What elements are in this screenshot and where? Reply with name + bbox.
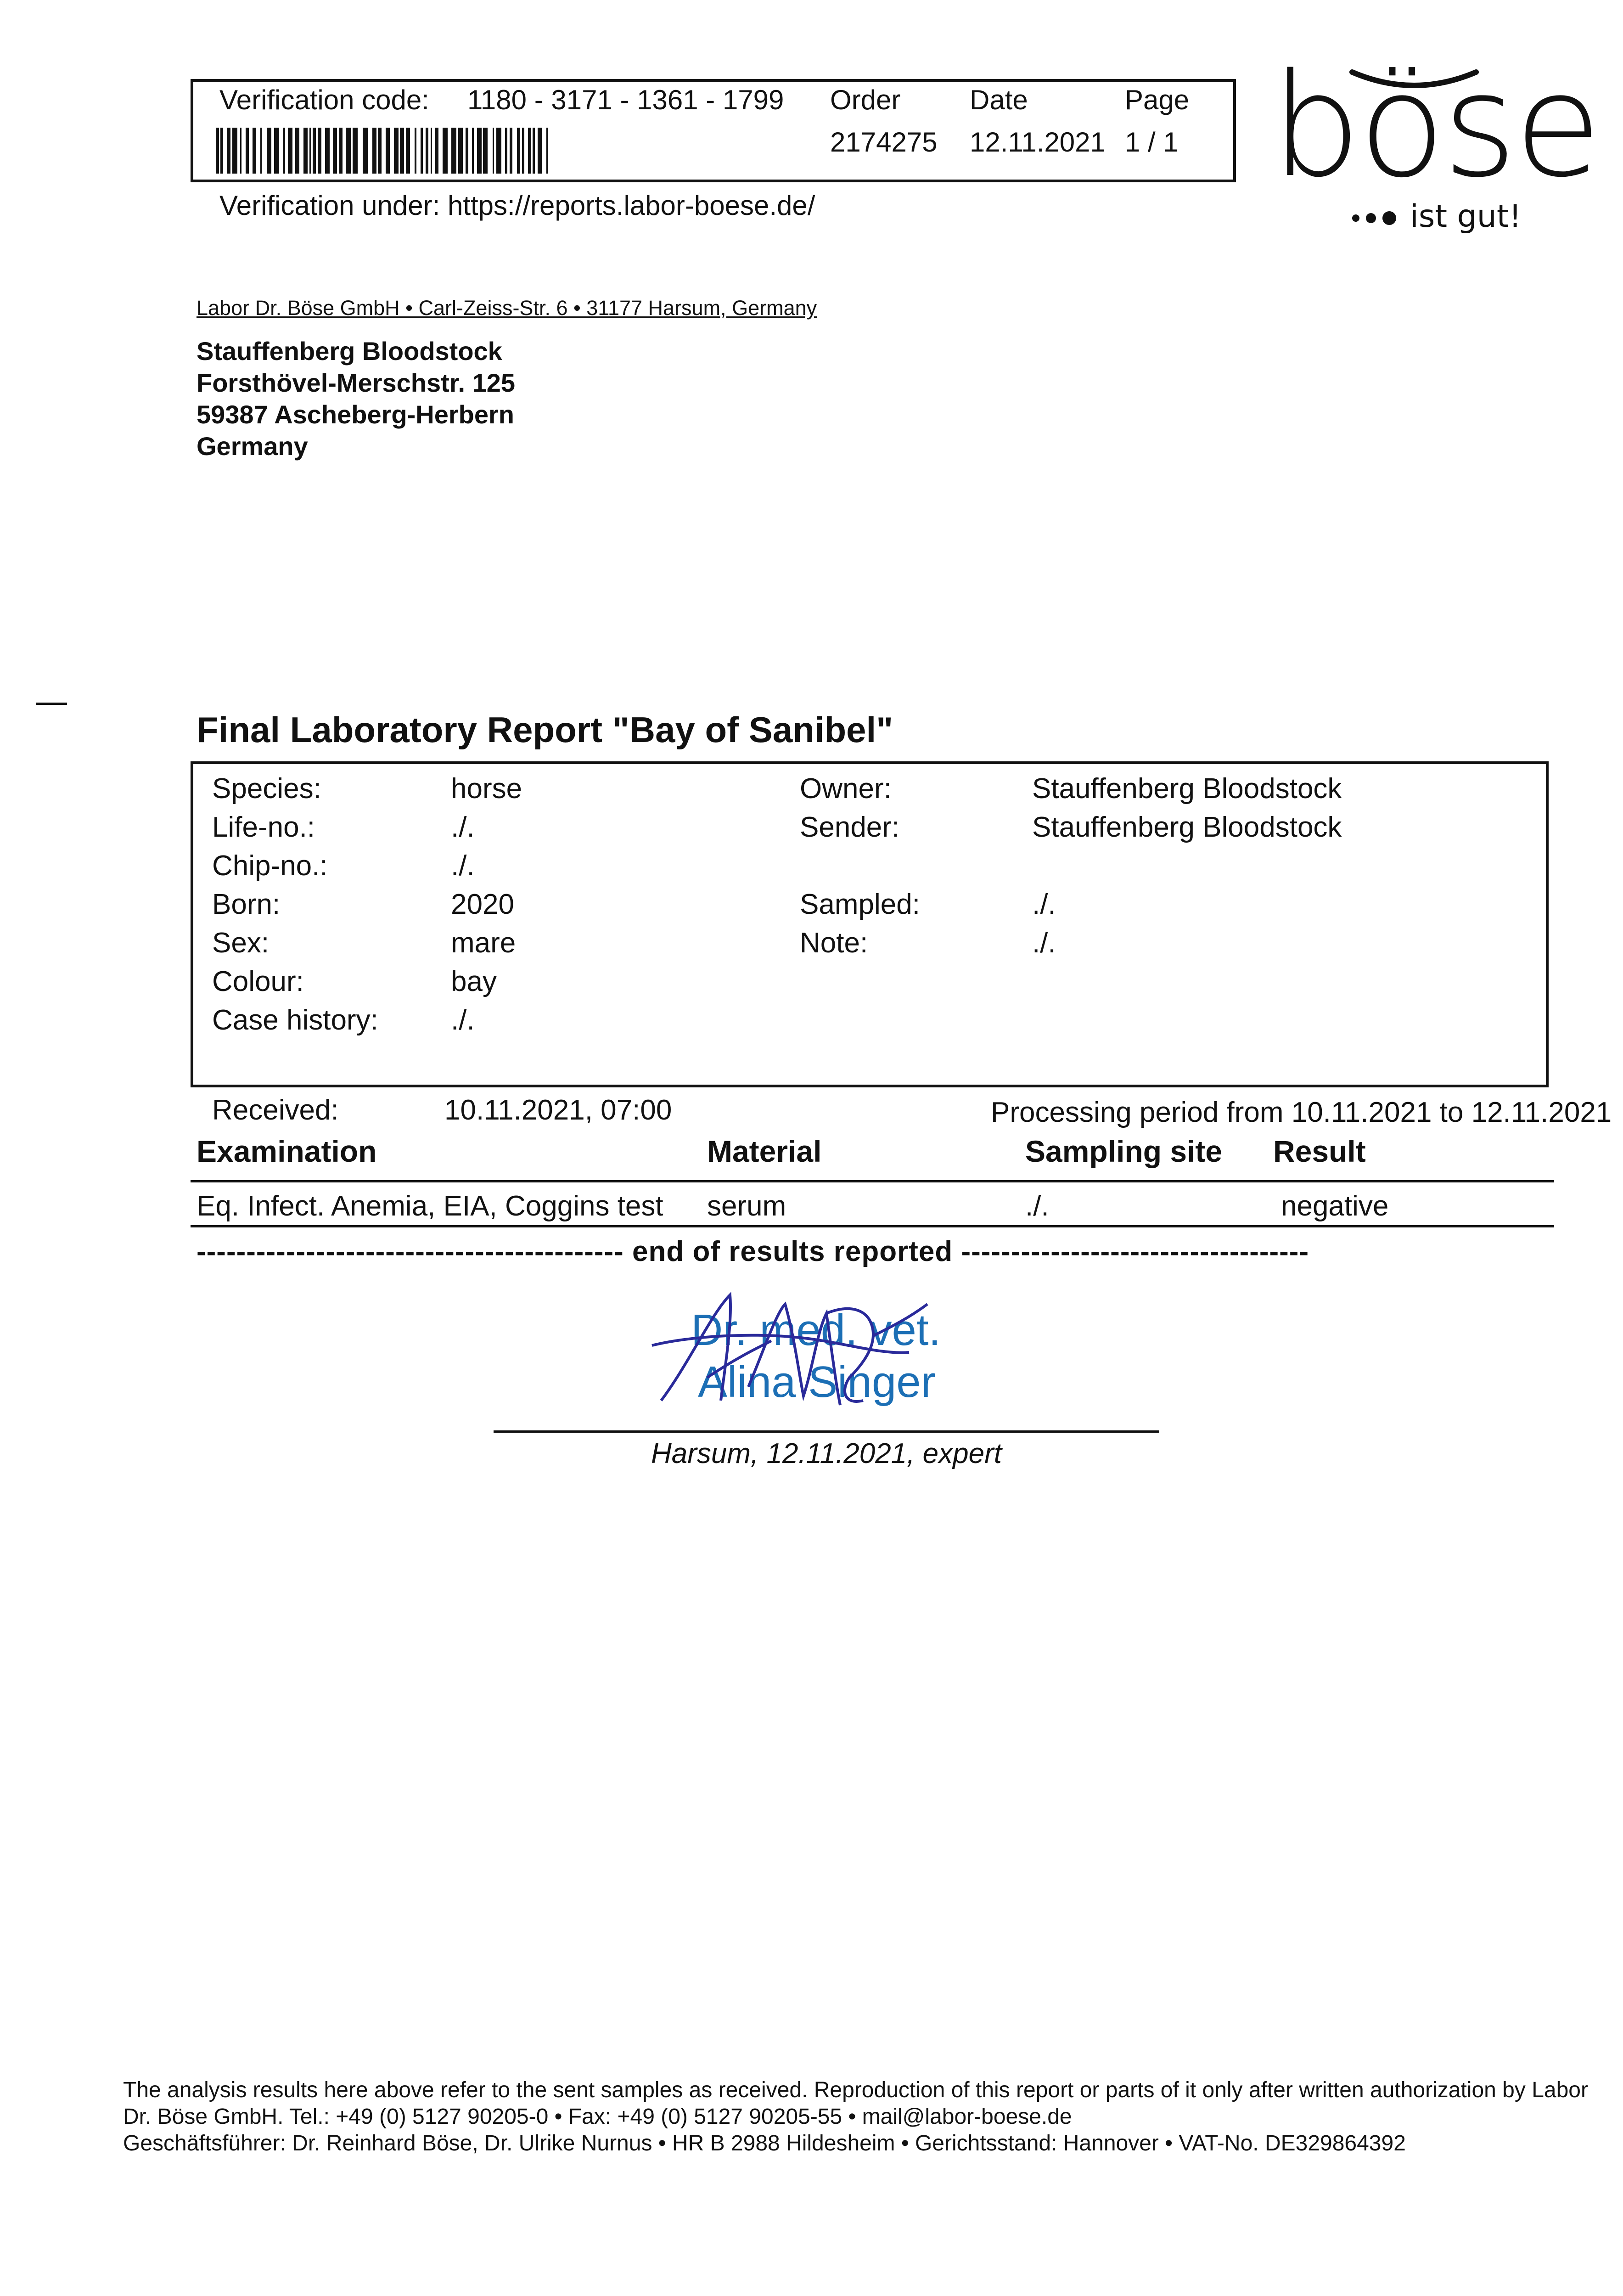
case-history-value: ./. [451, 1004, 475, 1036]
barcode-bar [522, 128, 524, 174]
barcode-bar [435, 128, 438, 174]
barcode-bar [227, 128, 230, 174]
barcode-bar [533, 128, 535, 174]
barcode [216, 128, 551, 174]
barcode-bar [466, 128, 468, 174]
cell-examination: Eq. Infect. Anemia, EIA, Coggins test [197, 1190, 663, 1222]
barcode-bar [288, 128, 292, 174]
fold-mark [36, 703, 67, 705]
recipient-street: Forsthövel-Merschstr. 125 [197, 368, 516, 397]
chip-no-label: Chip-no.: [212, 850, 328, 882]
barcode-bar [253, 128, 256, 174]
barcode-bar [517, 128, 520, 174]
barcode-bar [493, 128, 494, 174]
barcode-bar [546, 128, 548, 174]
barcode-bar [267, 128, 271, 174]
col-header-result: Result [1273, 1134, 1366, 1168]
animal-info-box [191, 761, 1549, 1087]
recipient-name: Stauffenberg Bloodstock [197, 337, 502, 366]
barcode-bar [240, 128, 241, 174]
table-row-rule [191, 1225, 1554, 1227]
sampled-value: ./. [1032, 889, 1056, 920]
verification-url: Verification under: https://reports.labor-boese.de/ [219, 190, 815, 221]
note-label: Note: [800, 927, 868, 959]
barcode-bar [386, 128, 390, 174]
species-value: horse [451, 773, 522, 805]
processing-period: Processing period from 10.11.2021 to 12.11.2021 [991, 1097, 1612, 1128]
barcode-bar [451, 128, 456, 174]
barcode-bar [477, 128, 482, 174]
barcode-bar [528, 128, 531, 174]
barcode-bar [458, 128, 463, 174]
species-label: Species: [212, 773, 321, 805]
barcode-bar [295, 128, 299, 174]
cell-result: negative [1281, 1190, 1389, 1222]
barcode-bar [406, 128, 410, 174]
note-value: ./. [1032, 927, 1056, 959]
barcode-bar [421, 128, 423, 174]
barcode-bar [318, 128, 321, 174]
barcode-bar [426, 128, 428, 174]
sender-value: Stauffenberg Bloodstock [1032, 811, 1342, 843]
cell-sampling-site: ./. [1025, 1190, 1049, 1222]
barcode-bar [472, 128, 474, 174]
sender-address-line: Labor Dr. Böse GmbH • Carl-Zeiss-Str. 6 • 31177 Harsum, Germany [197, 296, 817, 320]
barcode-bar [538, 128, 542, 174]
barcode-bar [346, 128, 351, 174]
barcode-bar [443, 128, 448, 174]
barcode-bar [363, 128, 368, 174]
barcode-bar [378, 128, 382, 174]
colour-value: bay [451, 966, 497, 997]
barcode-bar [431, 128, 432, 174]
logo-wordmark: böse [1271, 43, 1599, 209]
owner-value: Stauffenberg Bloodstock [1032, 773, 1342, 805]
barcode-bar [303, 128, 308, 174]
barcode-bar [339, 128, 343, 174]
barcode-bar [353, 128, 358, 174]
barcode-bar [313, 128, 316, 174]
barcode-bar [372, 128, 376, 174]
chip-no-value: ./. [451, 850, 475, 882]
barcode-bar [333, 128, 337, 174]
barcode-bar [510, 128, 512, 174]
dot-icon [1366, 213, 1376, 223]
barcode-bar [274, 128, 279, 174]
recipient-country: Germany [197, 432, 308, 461]
sex-label: Sex: [212, 927, 270, 959]
order-number: 2174275 [830, 127, 938, 158]
sampled-label: Sampled: [800, 889, 920, 920]
barcode-bar [400, 128, 404, 174]
barcode-bar [325, 128, 330, 174]
received-label: Received: [212, 1094, 339, 1126]
barcode-bar [309, 128, 311, 174]
barcode-bar [246, 128, 249, 174]
signature-place-date: Harsum, 12.11.2021, expert [651, 1438, 1002, 1469]
barcode-bar [505, 128, 507, 174]
footer-disclaimer: The analysis results here above refer to the sent samples as received. Reproduction of this report or parts of it only after written authorization by Labor [123, 2078, 1588, 2102]
sex-value: mare [451, 927, 516, 959]
colour-label: Colour: [212, 966, 304, 997]
order-label: Order [830, 84, 901, 115]
recipient-city: 59387 Ascheberg-Herbern [197, 400, 515, 429]
barcode-bar [260, 128, 262, 174]
footer-legal: Geschäftsführer: Dr. Reinhard Böse, Dr. Ulrike Nurnus • HR B 2988 Hildesheim • Gerichtsstand: Hannover • VAT-No. DE329864392 [123, 2131, 1406, 2155]
barcode-bar [220, 128, 223, 174]
owner-label: Owner: [800, 773, 892, 805]
handwritten-signature [634, 1286, 955, 1424]
received-value: 10.11.2021, 07:00 [444, 1094, 672, 1126]
col-header-material: Material [707, 1134, 822, 1168]
barcode-bar [483, 128, 488, 174]
logo-tagline [1352, 198, 1522, 235]
tagline-text: ist gut! [1410, 198, 1522, 235]
signature-stamp-title: Dr. med. vet. [691, 1306, 941, 1355]
date-label: Date [970, 84, 1028, 115]
table-header-rule [191, 1180, 1554, 1182]
report-title: Final Laboratory Report "Bay of Sanibel" [197, 709, 893, 750]
end-of-results-marker: ------------------------------------------- end of results reported ----------------------------------- [197, 1236, 1309, 1267]
barcode-bar [216, 128, 219, 174]
life-no-label: Life-no.: [212, 811, 315, 843]
dot-icon [1382, 211, 1396, 225]
life-no-value: ./. [451, 811, 475, 843]
barcode-bar [496, 128, 501, 174]
verification-label: Verification code: [219, 84, 429, 115]
footer-contact: Dr. Böse GmbH. Tel.: +49 (0) 5127 90205-0 • Fax: +49 (0) 5127 90205-55 • mail@labor-boese.de [123, 2105, 1072, 2129]
barcode-bar [283, 128, 285, 174]
col-header-sampling-site: Sampling site [1025, 1134, 1223, 1168]
born-label: Born: [212, 889, 281, 920]
barcode-bar [394, 128, 399, 174]
page-value: 1 / 1 [1125, 127, 1179, 158]
col-header-examination: Examination [197, 1134, 377, 1168]
barcode-bar [415, 128, 416, 174]
signature-stamp-name: Alina Singer [698, 1357, 936, 1407]
page-label: Page [1125, 84, 1190, 115]
barcode-bar [232, 128, 237, 174]
cell-material: serum [707, 1190, 786, 1222]
sender-label: Sender: [800, 811, 900, 843]
born-value: 2020 [451, 889, 514, 920]
dot-icon [1352, 214, 1359, 222]
case-history-label: Case history: [212, 1004, 378, 1036]
date-value: 12.11.2021 [970, 127, 1106, 158]
signature-line [494, 1430, 1159, 1433]
verification-code: 1180 - 3171 - 1361 - 1799 [467, 84, 784, 115]
